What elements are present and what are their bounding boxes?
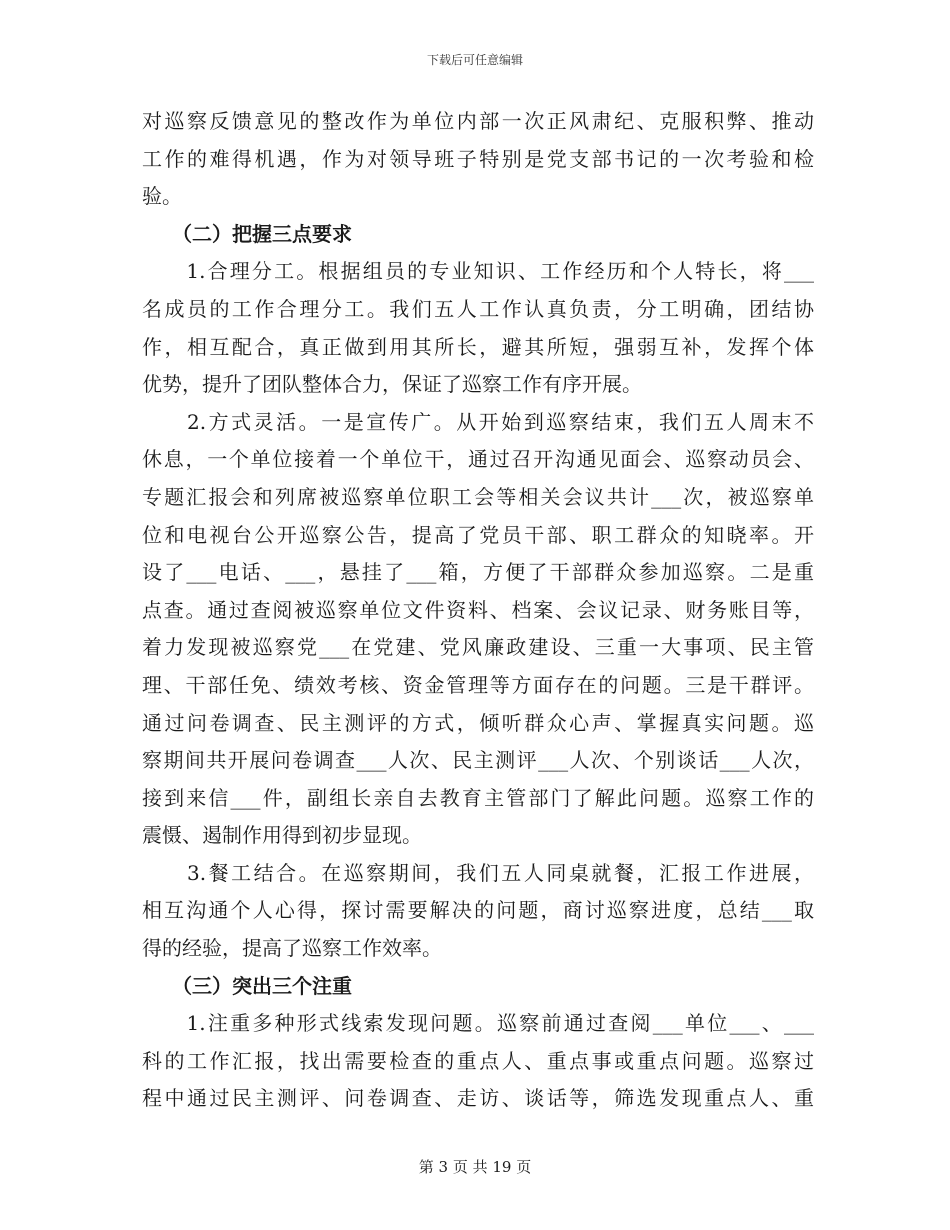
section-heading: （二）把握三点要求: [142, 221, 352, 246]
section-heading: （三）突出三个注重: [142, 973, 352, 998]
text-line: 科的工作汇报，找出需要检查的重点人、重点事或重点问题。巡察过: [142, 1048, 814, 1073]
text-line: 工作的难得机遇，作为对领导班子特别是党支部书记的一次考验和检: [142, 146, 814, 171]
text-line: 1.注重多种形式线索发现问题。巡察前通过查阅___单位___、___: [142, 1011, 814, 1036]
page-header: 下载后可任意编辑: [426, 53, 523, 67]
text-line: 点查。通过查阅被巡察单位文件资料、档案、会议记录、财务账目等，: [142, 597, 814, 622]
text-line: 接到来信___件，副组长亲自去教育主管部门了解此问题。巡察工作的: [142, 785, 814, 810]
text-line: 优势，提升了团队整体合力，保证了巡察工作有序开展。: [142, 372, 642, 397]
text-line: 位和电视台公开巡察公告，提高了党员干部、职工群众的知晓率。开: [142, 522, 814, 547]
page-number: 第 3 页 共 19 页: [418, 1158, 532, 1176]
document-body: [142, 103, 814, 1118]
text-line: 察期间共开展问卷调查___人次、民主测评___人次、个别谈话___人次，: [142, 748, 814, 773]
text-line: 理、干部任免、绩效考核、资金管理等方面存在的问题。三是干群评。: [142, 672, 814, 697]
text-line: 通过问卷调查、民主测评的方式，倾听群众心声、掌握真实问题。巡: [142, 710, 814, 735]
text-line: 验。: [142, 184, 182, 209]
text-line: 得的经验，提高了巡察工作效率。: [142, 936, 442, 961]
text-line: 1.合理分工。根据组员的专业知识、工作经历和个人特长，将___: [142, 259, 814, 284]
text-line: 程中通过民主测评、问卷调查、走访、谈话等，筛选发现重点人、重: [142, 1086, 814, 1111]
text-line: 对巡察反馈意见的整改作为单位内部一次正风肃纪、克服积弊、推动: [142, 109, 814, 133]
text-line: 震慑、遏制作用得到初步显现。: [142, 823, 422, 848]
text-line: 2.方式灵活。一是宣传广。从开始到巡察结束，我们五人周末不: [142, 409, 814, 434]
text-line: 名成员的工作合理分工。我们五人工作认真负责，分工明确，团结协: [142, 296, 814, 321]
text-line: 3.餐工结合。在巡察期间，我们五人同桌就餐，汇报工作进展，: [142, 860, 814, 885]
text-line: 着力发现被巡察党___在党建、党风廉政建设、三重一大事项、民主管: [142, 635, 814, 660]
text-line: 作，相互配合，真正做到用其所长，避其所短，强弱互补，发挥个体: [142, 334, 814, 359]
text-line: 专题汇报会和列席被巡察单位职工会等相关会议共计___次，被巡察单: [142, 484, 814, 509]
text-line: 设了___电话、___，悬挂了___箱，方便了干部群众参加巡察。二是重: [142, 560, 814, 585]
text-line: 休息，一个单位接着一个单位干，通过召开沟通见面会、巡察动员会、: [142, 447, 814, 472]
text-line: 相互沟通个人心得，探讨需要解决的问题，商讨巡察进度，总结___取: [142, 898, 814, 923]
